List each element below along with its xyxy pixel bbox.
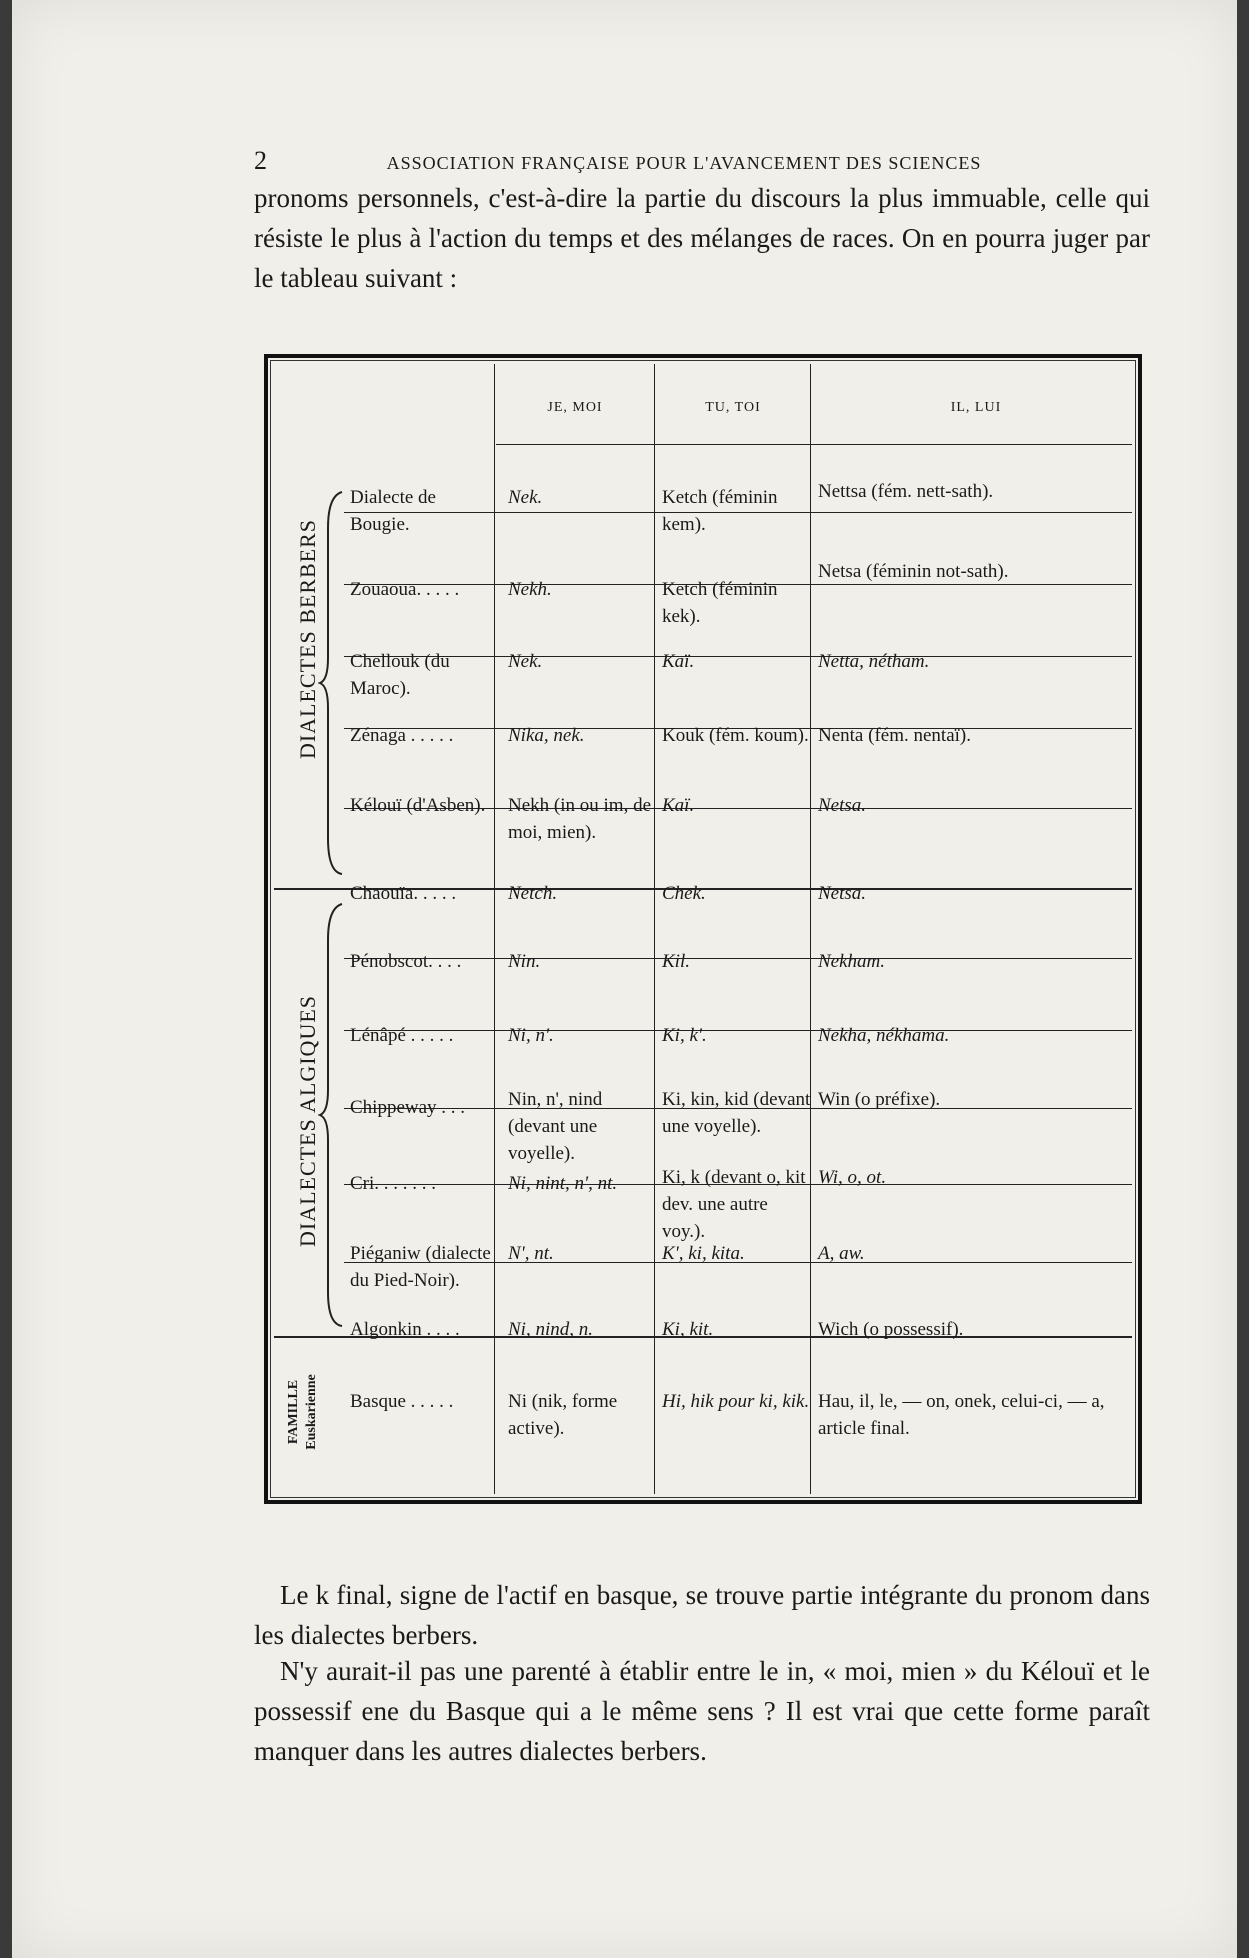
running-head — [254, 146, 1044, 176]
cell-je: Nin, n', nind (devant une voyelle). — [508, 1089, 603, 1164]
column-divider — [654, 364, 655, 1494]
cell-il: Nettsa (fém. nett-sath). — [818, 481, 994, 502]
cell-tu: Ki, kin, kid (devant une voyelle). — [662, 1089, 811, 1137]
cell-il: Netta, nétham. — [818, 651, 930, 672]
cell-je: Nin. — [508, 951, 541, 972]
paragraph-3: N'y aurait-il pas une parenté à établir entre le in, « moi, mien » du Kélouï et le possessif ene du Basque qui a le même sens ? Il est vrai que cette forme paraît manquer dans les autres dialectes berbers. — [254, 1656, 1150, 1766]
row-name: Algonkin . . . . — [350, 1319, 460, 1340]
cell-tu: Kil. — [662, 951, 690, 972]
cell-tu: Ki, kit. — [662, 1319, 714, 1340]
paragraph-2: Le k final, signe de l'actif en basque, se trouve partie intégrante du pronom dans les dialectes berbers. — [254, 1580, 1150, 1650]
cell-il: Hau, il, le, — on, onek, celui-ci, — a, article final. — [818, 1391, 1105, 1439]
row-name: Chellouk (du Maroc). — [350, 651, 450, 699]
row-name: Dialecte de Bougie. — [350, 487, 436, 535]
cell-je: N', nt. — [508, 1243, 554, 1264]
cell-tu: Kouk (fém. koum). — [662, 725, 809, 746]
cell-je: Nekh. — [508, 579, 552, 600]
row-name: Zouaoua. . . . . — [350, 579, 460, 600]
row-name: Basque . . . . . — [350, 1391, 454, 1412]
col-header-tu: TU, TOI — [705, 400, 761, 415]
cell-il: Netsa. — [818, 795, 867, 816]
brace-algiques — [318, 900, 348, 1330]
row-name: Zénaga . . . . . — [350, 725, 454, 746]
group-label-famille: FAMILLE Euskarienne — [286, 1374, 319, 1450]
row-name: Pénobscot. . . . — [350, 951, 462, 972]
cell-je: Nekh (in ou im, de moi, mien). — [508, 795, 652, 843]
intro-paragraph: pronoms personnels, c'est-à-dire la partie du discours la plus immuable, celle qui résiste le plus à l'action du temps et des mélanges de races. On en pourra juger par le tableau suivant : — [254, 183, 1150, 293]
pronoun-table — [264, 354, 1142, 1504]
row-name: Lénâpé . . . . . — [350, 1025, 454, 1046]
brace-berbers — [318, 488, 348, 878]
cell-je: Ni, n'. — [508, 1025, 554, 1046]
document-page — [12, 0, 1237, 1958]
cell-tu: Ki, k (devant o, kit dev. une autre voy.). — [662, 1167, 806, 1242]
cell-il: Nekha, nékhama. — [818, 1025, 950, 1046]
column-divider — [494, 364, 495, 1494]
cell-je: Nika, nek. — [508, 725, 585, 746]
page-number: 2 — [254, 146, 268, 175]
cell-il: Wich (o possessif). — [818, 1319, 964, 1340]
header-rule — [496, 444, 1132, 445]
cell-je: Netch. — [508, 883, 558, 904]
cell-tu: Kaï. — [662, 795, 695, 816]
cell-il: Netsa. — [818, 883, 867, 904]
group-label-algiques: DIALECTES ALGIQUES — [295, 994, 320, 1248]
cell-je: Ni, nint, n', nt. — [508, 1173, 618, 1194]
row-name: Chippeway . . . — [350, 1097, 466, 1118]
group-label-berbers: DIALECTES BERBERS — [295, 518, 320, 760]
cell-je: Ni (nik, forme active). — [508, 1391, 618, 1439]
cell-il: Netsa (féminin not-sath). — [818, 561, 1009, 582]
row-name: Cri. . . . . . . — [350, 1173, 437, 1194]
cell-il: Nenta (fém. nentaï). — [818, 725, 971, 746]
cell-je: Ni, nind, n. — [508, 1319, 593, 1340]
cell-il: A, aw. — [818, 1243, 865, 1264]
running-title: ASSOCIATION FRANÇAISE POUR L'AVANCEMENT DES SCIENCES — [386, 153, 982, 173]
cell-je: Nek. — [508, 487, 543, 508]
cell-tu: Ki, k'. — [662, 1025, 707, 1046]
cell-il: Win (o préfixe). — [818, 1089, 941, 1110]
cell-tu: Hi, hik pour ki, kik. — [662, 1391, 810, 1412]
cell-tu: Ketch (féminin kem). — [662, 487, 778, 535]
col-header-il: IL, LUI — [950, 400, 1002, 415]
cell-tu: K', ki, kita. — [662, 1243, 745, 1264]
row-name: Kélouï (d'Asben). — [350, 795, 486, 816]
row-name: Piéganiw (dialecte du Pied-Noir). — [350, 1243, 491, 1291]
cell-tu: Chek. — [662, 883, 706, 904]
cell-tu: Ketch (féminin kek). — [662, 579, 778, 627]
cell-il: Nekham. — [818, 951, 886, 972]
cell-il: Wi, o, ot. — [818, 1167, 887, 1188]
cell-je: Nek. — [508, 651, 543, 672]
row-name: Chaouïa. . . . . — [350, 883, 457, 904]
col-header-je: JE, MOI — [547, 400, 603, 415]
cell-tu: Kaï. — [662, 651, 695, 672]
